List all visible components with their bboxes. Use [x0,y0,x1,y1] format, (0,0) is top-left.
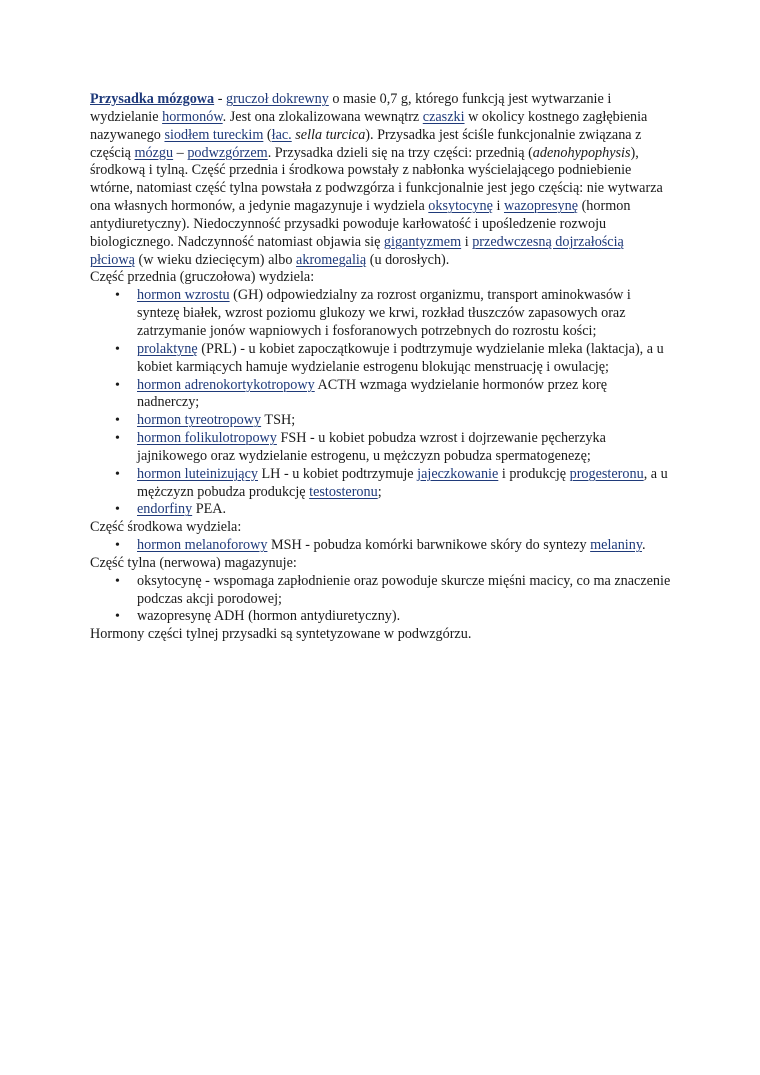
link-przedwczesna-dojrzaloscia[interactable]: przedwczesną dojrzałością płciową [90,233,624,268]
list-item: • hormon luteinizujący LH - u kobiet podtrzymuje jajeczkowanie i produkcję progesteronu, a u mężczyzn pobudza produkcję testosteronu; [137,466,672,502]
posterior-list [90,573,672,627]
list-item: • hormon adrenokortykotropowy ACTH wzmaga wydzielanie hormonów przez korę nadnerczy; [137,377,672,413]
link-hormon-melanoforowy[interactable]: hormon melanoforowy [137,537,268,554]
link-siodlem-tureckim[interactable]: siodłem tureckim [164,126,264,143]
link-lac[interactable]: łac. [271,126,292,143]
posterior-heading: Część tylna (nerwowa) magazynuje: [90,554,297,571]
list-item: • hormon tyreotropowy TSH; [137,412,672,430]
link-hormon-luteinizujacy[interactable]: hormon luteinizujący [137,465,258,482]
link-hormon-wzrostu[interactable]: hormon wzrostu [137,287,230,304]
link-oksytocyne[interactable]: oksytocynę [428,198,493,215]
list-item: • hormon folikulotropowy FSH - u kobiet pobudza wzrost i dojrzewanie pęcherzyka jajnikowego oraz wydzielanie estrogenu, u mężczyzn pobudza spermatogenezę; [137,430,672,466]
latin-term-adenohypophysis: adenohypophysis [532,144,631,161]
list-item: • wazopresynę ADH (hormon antydiuretyczny). [137,608,672,626]
link-hormonow[interactable]: hormonów [162,108,223,125]
link-hormon-folikulotropowy[interactable]: hormon folikulotropowy [137,430,277,447]
list-item: • hormon melanoforowy MSH - pobudza komórki barwnikowe skóry do syntezy melaniny. [137,537,672,555]
link-gruczol-dokrewny[interactable]: gruczoł dokrewny [225,91,329,107]
list-item: • hormon wzrostu (GH) odpowiedzialny za rozrost organizmu, transport aminokwasów i syntezę białek, wzrost poziomu glukozy we krwi, rozkład tłuszczów zapasowych oraz zatrzymanie jonów wapniowych i fosforanowych potrzebnych do rozrostu kości; [137,287,672,341]
link-hormon-adrenokortykotropowy[interactable]: hormon adrenokortykotropowy [137,376,315,393]
link-progesteronu[interactable]: progesteronu [569,465,644,482]
link-mozgu[interactable]: mózgu [134,144,174,161]
link-testosteronu[interactable]: testosteronu [309,483,378,500]
link-czaszki[interactable]: czaszki [422,108,465,125]
link-podwzgorzem[interactable]: podwzgórzem [187,144,268,161]
anterior-heading: Część przednia (gruczołowa) wydziela: [90,269,315,286]
link-endorfiny[interactable]: endorfiny [137,501,193,518]
document-title: Przysadka mózgowa [90,91,215,107]
latin-term-sella-turcica: sella turcica [295,126,366,143]
link-gigantyzmem[interactable]: gigantyzmem [383,233,462,250]
middle-heading: Część środkowa wydziela: [90,519,242,536]
link-jajeczkowanie[interactable]: jajeczkowanie [417,465,499,482]
link-prolaktyne[interactable]: prolaktynę [137,340,198,357]
list-item: • oksytocynę - wspomaga zapłodnienie oraz powoduje skurcze mięśni macicy, co ma znaczenie podczas akcji porodowej; [137,573,672,609]
intro-paragraph: Przysadka mózgowa - gruczoł dokrewny o masie 0,7 g, którego funkcją jest wytwarzanie i wydzielanie hormonów. Jest ona zlokalizowana wewnątrz czaszki w okolicy kostnego zagłębienia nazywanego siodłem tureckim (łac. sella turcica). Przysadka jest ściśle funkcjonalnie związana z częścią mózgu – podwzgórzem. Przysadka dzieli się na trzy części: przednią (adenohypophysis), środkową i tylną. Część przednia i środkowa powstały z nabłonka wyścielającego podniebienie wtórne, natomiast część tylna powstała z podwzgórza i funkcjonalnie jest jego częścią: nie wytwarza ona własnych hormonów, a jedynie magazynuje i wydziela oksytocynę i wazopresynę (hormon antydiuretyczny). Niedoczynność przysadki powoduje karłowatość i upośledzenie rozwoju biologicznego. Nadczynność natomiast objawia się gigantyzmem i przedwczesną dojrzałością płciową (w wieku dziecięcym) albo akromegalią (u dorosłych). [90,91,663,268]
middle-list [90,537,672,555]
link-melaniny[interactable]: melaniny [590,537,643,554]
link-hormon-tyreotropowy[interactable]: hormon tyreotropowy [137,412,262,429]
link-wazopresyne[interactable]: wazopresynę [503,198,579,215]
link-akromegalia[interactable]: akromegalią [296,251,367,268]
closing-paragraph: Hormony części tylnej przysadki są syntetyzowane w podwzgórzu. [90,626,472,643]
anterior-list [90,287,672,519]
list-item: • prolaktynę (PRL) - u kobiet zapoczątkowuje i podtrzymuje wydzielanie mleka (laktacja), a u kobiet karmiących hamuje wydzielanie estrogenu blokując menstruację i owulację; [137,341,672,377]
list-item: • endorfiny PEA. [137,501,672,519]
document-body [90,91,672,644]
